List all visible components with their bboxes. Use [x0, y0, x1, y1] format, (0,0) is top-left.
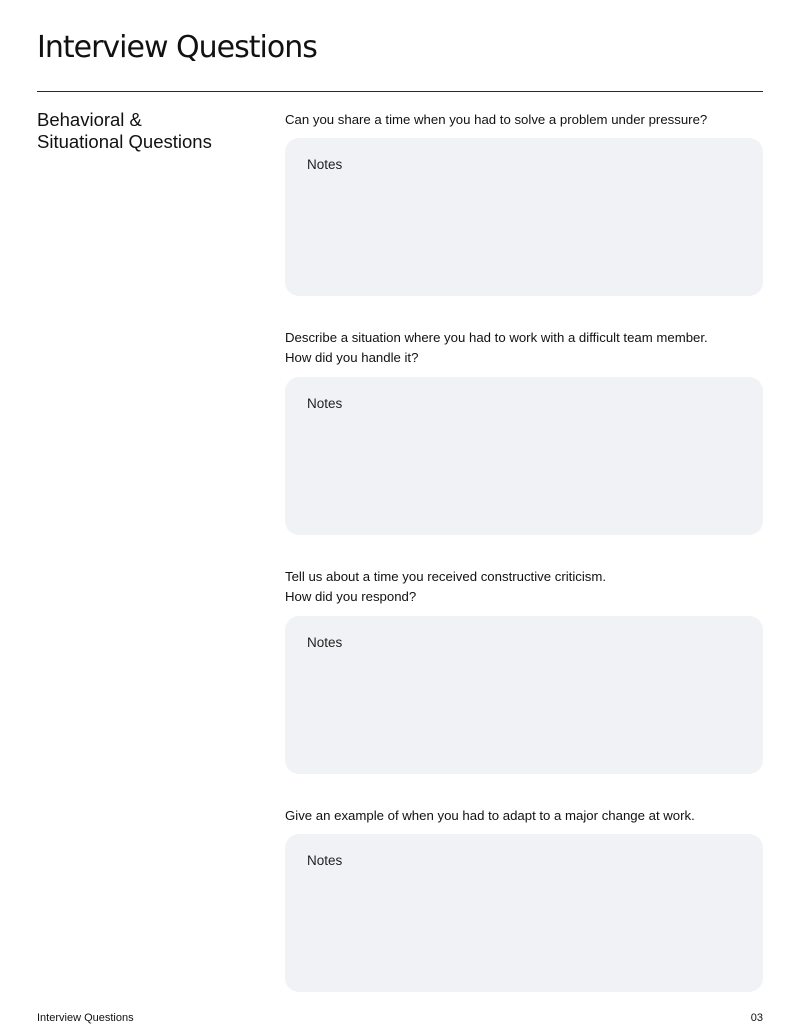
notes-label: Notes: [307, 396, 343, 411]
notes-label: Notes: [307, 157, 343, 172]
question-text: Describe a situation where you had to work with a difficult team member. How did you handle it?: [285, 330, 708, 365]
title-divider: [37, 91, 763, 92]
notes-label: Notes: [307, 635, 343, 650]
question-text: Can you share a time when you had to solve a problem under pressure?: [285, 112, 708, 127]
question-text: Give an example of when you had to adapt to a major change at work.: [285, 808, 695, 823]
notes-box[interactable]: [285, 834, 763, 992]
footer-page-number: 03: [750, 1012, 763, 1024]
notes-box[interactable]: [285, 377, 763, 535]
footer-document-name: Interview Questions: [37, 1012, 134, 1024]
notes-box[interactable]: [285, 138, 763, 296]
notes-box[interactable]: [285, 616, 763, 774]
page-title: Interview Questions: [37, 30, 317, 65]
section-heading: Behavioral & Situational Questions: [37, 109, 212, 152]
question-text: Tell us about a time you received constructive criticism. How did you respond?: [285, 569, 607, 604]
notes-label: Notes: [307, 853, 343, 868]
